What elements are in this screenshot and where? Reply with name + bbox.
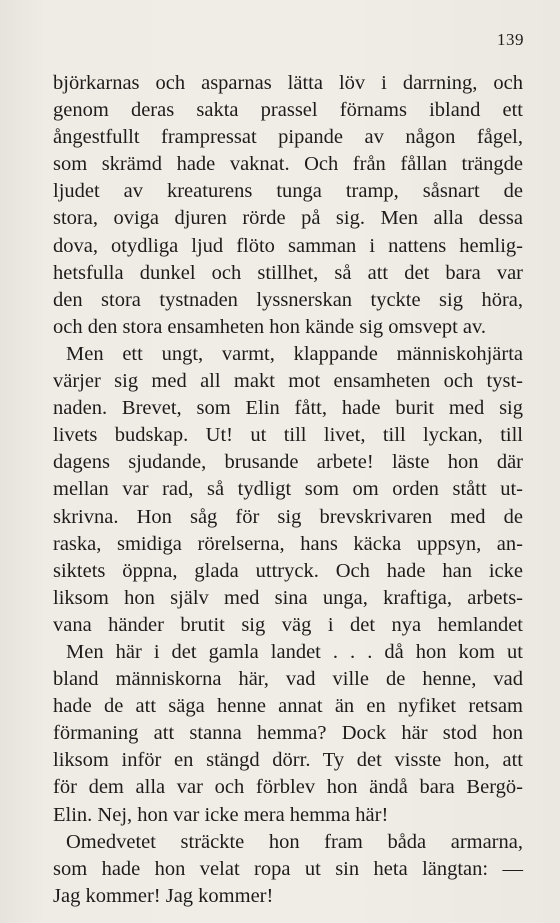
text-line: den stora tystnaden lyssnerskan tyckte sig höra, xyxy=(53,288,523,311)
text-line: för dem alla var och förblev hon ändå bara Bergö- xyxy=(53,776,523,799)
text-line: ångestfullt frampressat pipande av någon fågel, xyxy=(53,126,523,149)
text-line: Elin. Nej, hon var icke mera hemma här! xyxy=(53,803,389,826)
text-line: genom deras sakta prassel förnams ibland ett xyxy=(53,99,523,122)
text-line: Omedvetet sträckte hon fram båda armarna, xyxy=(66,830,523,853)
text-line: värjer sig med all makt mot ensamheten och tyst- xyxy=(53,370,523,393)
text-line: som hade hon velat ropa ut sin heta längtan: — xyxy=(53,857,523,880)
text-line: livets budskap. Ut! ut till livet, till lyckan, till xyxy=(53,424,523,447)
text-line: raska, smidiga rörelserna, hans käcka uppsyn, an- xyxy=(53,532,523,555)
text-line: och den stora ensamheten hon kände sig omsvept av. xyxy=(53,315,487,338)
body-text xyxy=(53,70,523,910)
text-line: dagens sjudande, brusande arbete! läste hon där xyxy=(53,451,523,474)
text-line: som skrämd hade vaknat. Och från fållan trängde xyxy=(53,153,523,176)
text-line: bland människorna här, vad ville de henne, vad xyxy=(53,668,523,691)
text-line: liksom hon själv med sina unga, kraftiga, arbets- xyxy=(53,586,523,609)
text-line: siktets öppna, glada uttryck. Och hade han icke xyxy=(53,559,523,582)
text-line: liksom inför en stängd dörr. Ty det visste hon, att xyxy=(53,749,523,772)
text-line: naden. Brevet, som Elin fått, hade burit med sig xyxy=(53,397,523,420)
text-line: ljudet av kreaturens tunga tramp, såsnart de xyxy=(53,180,523,203)
text-line: Men här i det gamla landet . . . då hon kom ut xyxy=(66,640,523,663)
text-line: björkarnas och asparnas lätta löv i darrning, och xyxy=(53,72,523,94)
text-line: förmaning att stanna hemma? Dock här stod hon xyxy=(53,722,523,745)
text-line: dova, otydliga ljud flöto samman i nattens hemlig- xyxy=(53,234,523,257)
text-line: stora, oviga djuren rörde på sig. Men alla dessa xyxy=(53,207,523,230)
page-number: 139 xyxy=(497,30,524,49)
text-line: hetsfulla dunkel och stillhet, så att det bara var xyxy=(53,261,523,284)
text-line: vana händer brutit sig väg i det nya hemlandet xyxy=(53,613,523,636)
text-line: skrivna. Hon såg för sig brevskrivaren med de xyxy=(53,505,523,528)
text-line: Jag kommer! Jag kommer! xyxy=(53,884,274,907)
text-line: Men ett ungt, varmt, klappande människohjärta xyxy=(66,342,523,365)
text-line: mellan var rad, så tydligt som om orden stått ut- xyxy=(53,478,523,501)
text-line: hade de att säga henne annat än en nyfiket retsam xyxy=(53,695,523,718)
